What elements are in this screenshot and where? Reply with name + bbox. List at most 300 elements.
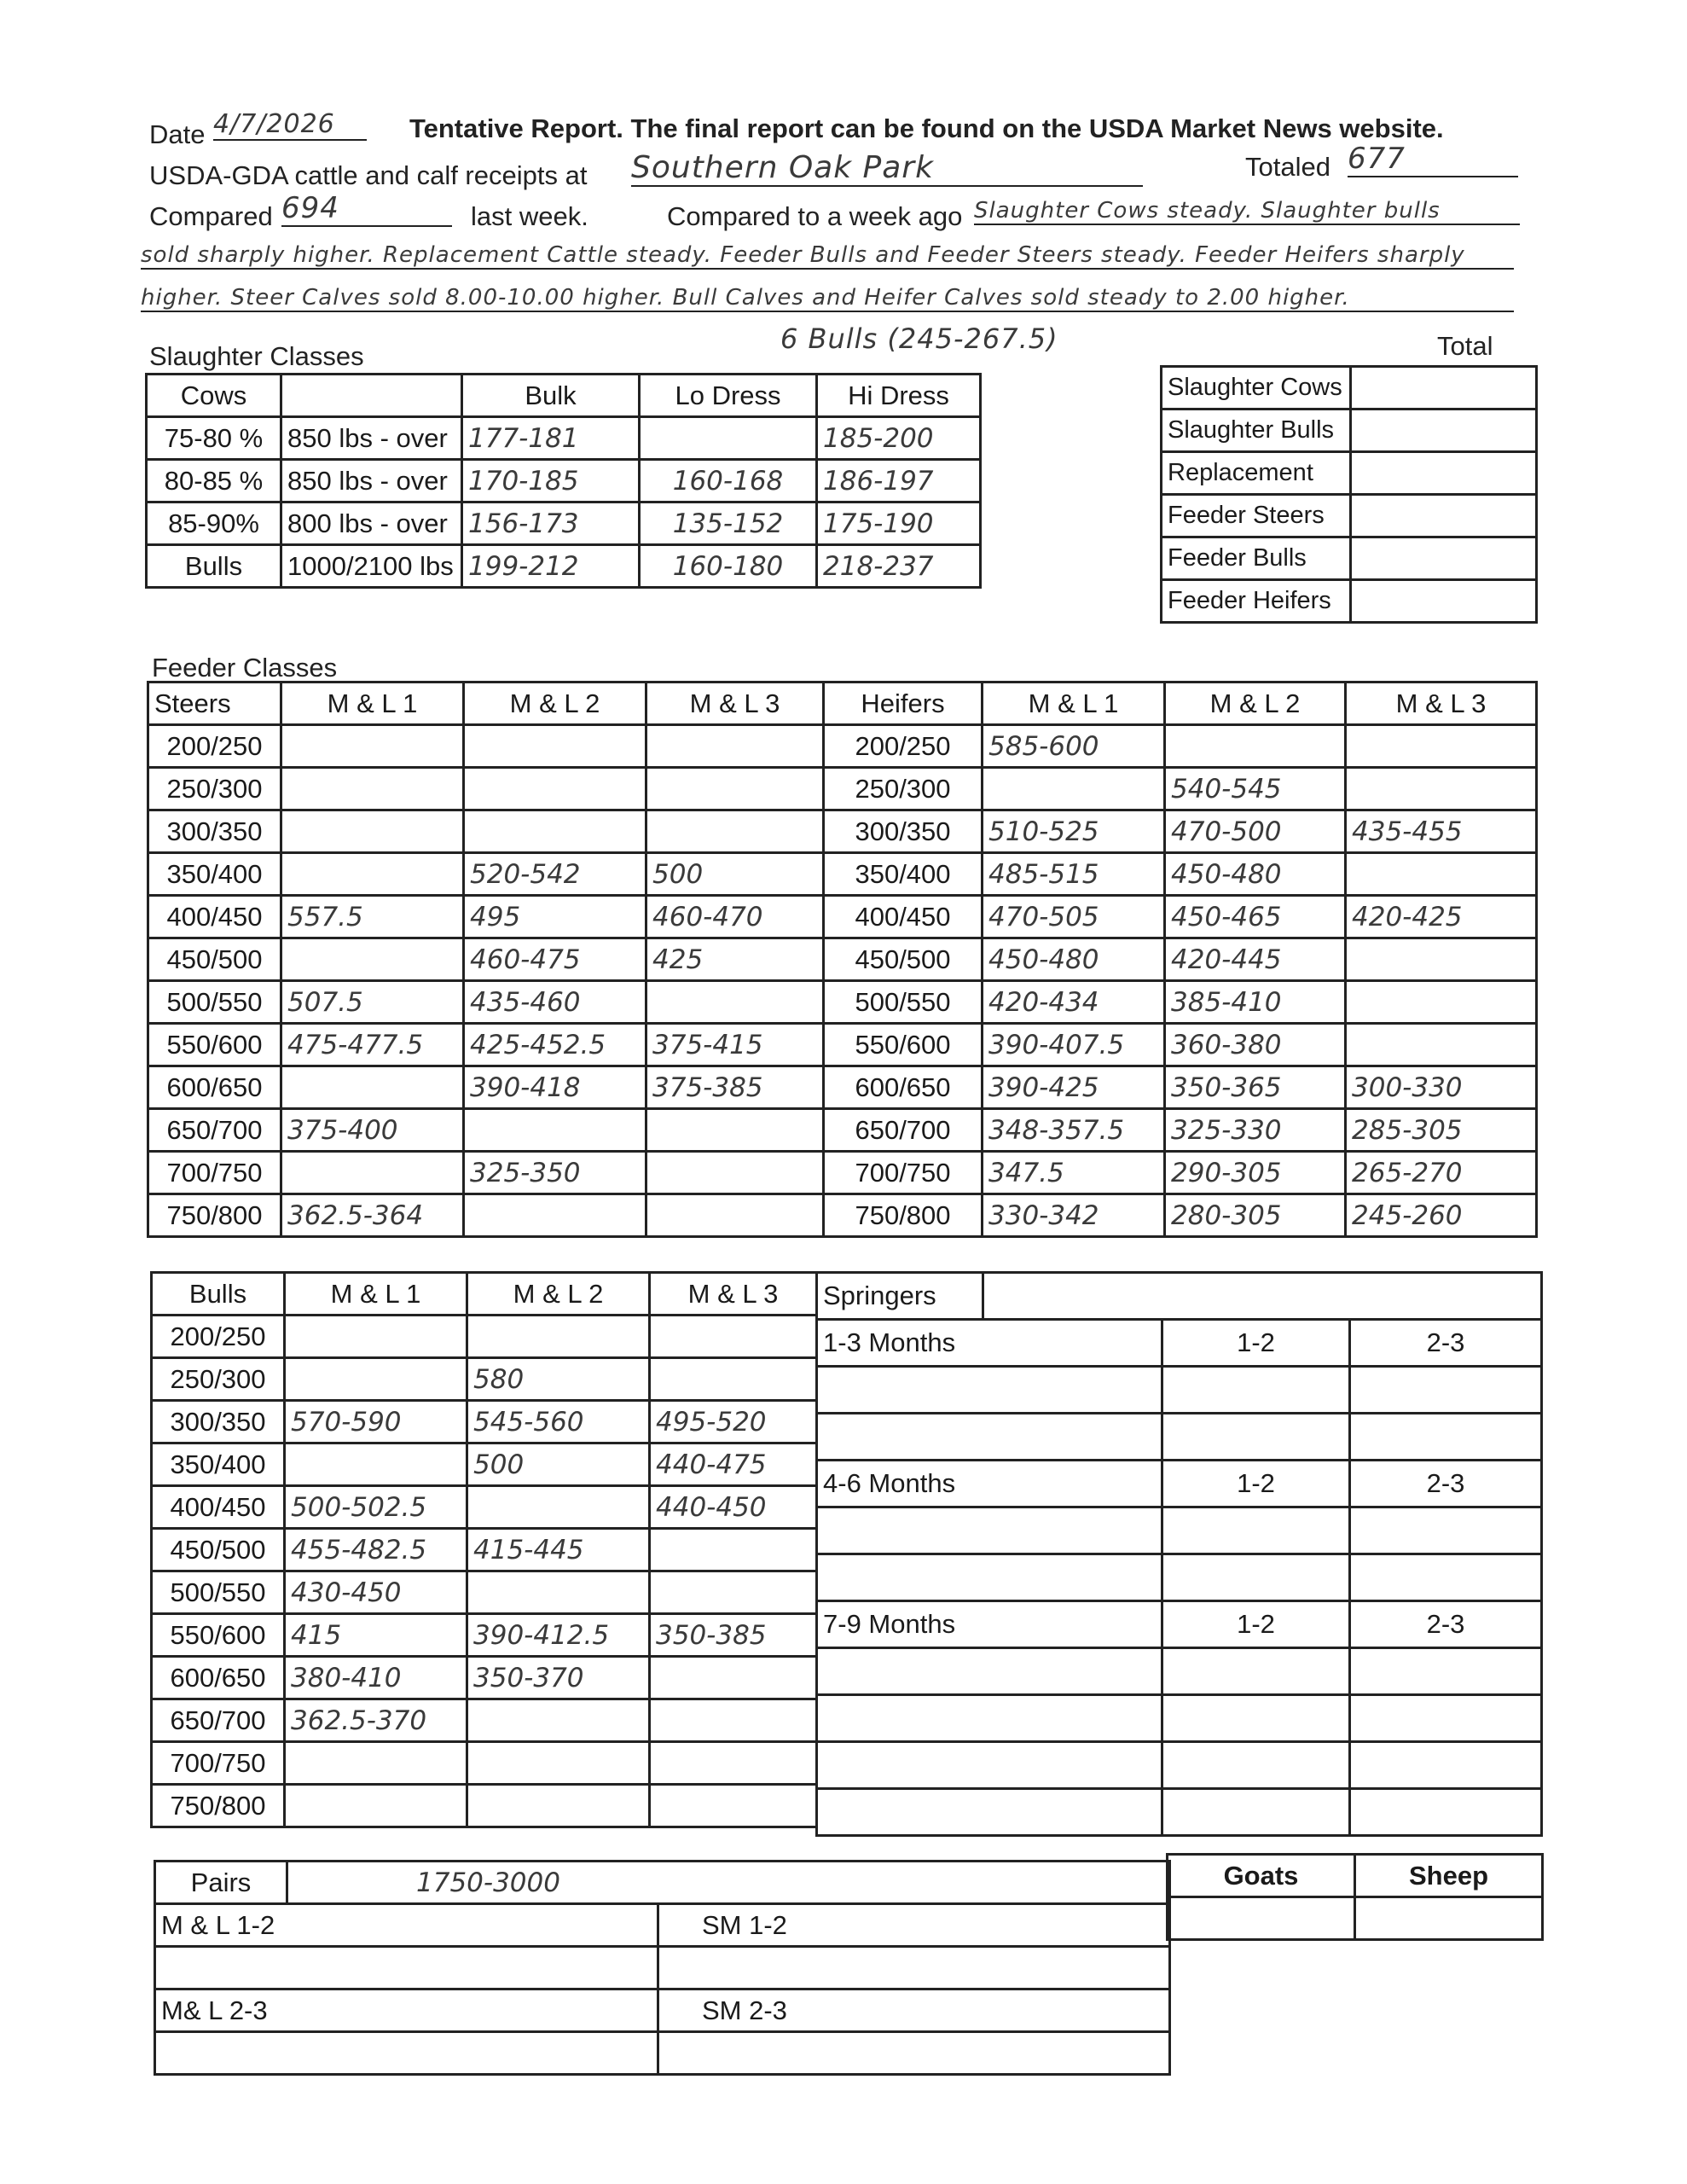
table-row: [152, 1401, 817, 1443]
heifer-weight-class: 700/750: [824, 1152, 983, 1194]
table-row: [817, 1320, 1542, 1367]
bull-weight-class: 450/500: [152, 1529, 285, 1571]
heifer-price-ml3[interactable]: 285-305: [1346, 1109, 1537, 1152]
heifer-weight-class: 650/700: [824, 1109, 983, 1152]
bull-price-ml2[interactable]: [467, 1571, 650, 1614]
steer-price-ml2[interactable]: 460-475: [464, 938, 646, 981]
bull-price-ml3[interactable]: 440-475: [650, 1443, 817, 1486]
pairs-price-field[interactable]: 1750-3000: [287, 1862, 1170, 1904]
sm-2-3-field[interactable]: [658, 2032, 1170, 2075]
steer-price-ml3[interactable]: [646, 768, 824, 810]
heifer-weight-class: 450/500: [824, 938, 983, 981]
bull-price-ml3[interactable]: [650, 1316, 817, 1358]
steer-weight-class: 250/300: [148, 768, 281, 810]
pairs-label: Pairs: [155, 1862, 287, 1904]
col-bulls: Bulls: [152, 1273, 285, 1316]
col-heifers-ml3: M & L 3: [1346, 682, 1537, 725]
heifer-price-ml2[interactable]: 325-330: [1165, 1109, 1346, 1152]
heifer-price-ml1[interactable]: 390-425: [983, 1066, 1165, 1109]
springer-grade-1-2: 1-2: [1162, 1461, 1350, 1507]
heifer-price-ml1[interactable]: 347.5: [983, 1152, 1165, 1194]
springer-grade-2-3: 2-3: [1350, 1601, 1542, 1648]
table-row: [1162, 452, 1537, 495]
heifer-price-ml3[interactable]: [1346, 853, 1537, 896]
bull-price-ml2[interactable]: [467, 1699, 650, 1742]
heifer-price-ml3[interactable]: [1346, 768, 1537, 810]
springer-grade-2-3[interactable]: [1350, 1742, 1542, 1789]
table-row: [148, 1152, 1537, 1194]
totals-table: [1160, 365, 1538, 624]
sheep-label: Sheep: [1355, 1855, 1543, 1897]
table-row: [817, 1414, 1542, 1461]
bulls-header-row: [152, 1273, 817, 1316]
steer-price-ml3[interactable]: [646, 981, 824, 1024]
table-row: [148, 938, 1537, 981]
bull-price-ml2[interactable]: [467, 1486, 650, 1529]
heifer-price-ml1[interactable]: 420-434: [983, 981, 1165, 1024]
table-row: [152, 1657, 817, 1699]
bulk-price[interactable]: 199-212: [462, 545, 640, 588]
week-ago-label: Compared to a week ago: [667, 201, 963, 231]
springer-age-label[interactable]: [817, 1507, 1162, 1554]
steer-weight-class: 200/250: [148, 725, 281, 768]
heifer-price-ml3[interactable]: 300-330: [1346, 1066, 1537, 1109]
steer-price-ml3[interactable]: [646, 1152, 824, 1194]
bull-weight-class: 200/250: [152, 1316, 285, 1358]
table-row: [817, 1601, 1542, 1648]
bull-weight-class: 350/400: [152, 1443, 285, 1486]
springer-grade-2-3: 2-3: [1350, 1461, 1542, 1507]
bull-price-ml3[interactable]: 440-450: [650, 1486, 817, 1529]
steer-weight-class: 350/400: [148, 853, 281, 896]
steer-price-ml1[interactable]: 507.5: [281, 981, 464, 1024]
total-feeder-steers-field[interactable]: [1351, 495, 1537, 537]
compared-field[interactable]: 694: [281, 191, 452, 227]
heifer-price-ml2[interactable]: 470-500: [1165, 810, 1346, 853]
commentary-line-3[interactable]: higher. Steer Calves sold 8.00-10.00 higher. Bull Calves and Heifer Calves sold steady to 2.00 higher.: [141, 285, 1514, 312]
springer-age-label: 1-3 Months: [817, 1320, 1162, 1367]
table-row: [817, 1742, 1542, 1789]
totals-title: Total: [1437, 331, 1493, 361]
bull-price-ml3[interactable]: 350-385: [650, 1614, 817, 1657]
steer-weight-class: 650/700: [148, 1109, 281, 1152]
steer-price-ml1[interactable]: [281, 853, 464, 896]
steer-weight-class: 400/450: [148, 896, 281, 938]
weight: 1000/2100 lbs: [281, 545, 462, 588]
total-feeder-heifers-field[interactable]: [1351, 580, 1537, 623]
goats-field[interactable]: [1168, 1897, 1355, 1940]
heifer-price-ml3[interactable]: [1346, 725, 1537, 768]
springer-age-label[interactable]: [817, 1789, 1162, 1836]
heifer-price-ml2[interactable]: 290-305: [1165, 1152, 1346, 1194]
table-row: [148, 896, 1537, 938]
col-lo-dress: Lo Dress: [640, 375, 817, 417]
steer-price-ml1[interactable]: [281, 810, 464, 853]
bull-price-ml3[interactable]: [650, 1529, 817, 1571]
heifer-weight-class: 350/400: [824, 853, 983, 896]
heifer-price-ml1[interactable]: 348-357.5: [983, 1109, 1165, 1152]
heifer-price-ml3[interactable]: [1346, 938, 1537, 981]
col-steers-ml2: M & L 2: [464, 682, 646, 725]
ml-2-3-label: M& L 2-3: [155, 1989, 658, 2032]
heifer-weight-class: 550/600: [824, 1024, 983, 1066]
hi-dress-price[interactable]: 175-190: [817, 502, 981, 545]
total-label: Slaughter Cows: [1162, 367, 1351, 410]
steer-price-ml1[interactable]: 375-400: [281, 1109, 464, 1152]
table-row: [147, 417, 981, 460]
bull-price-ml3[interactable]: [650, 1742, 817, 1785]
table-row: [152, 1486, 817, 1529]
table-row: [147, 502, 981, 545]
feeder-table: [147, 681, 1538, 1238]
table-row: [147, 545, 981, 588]
table-row: [152, 1699, 817, 1742]
bulk-price[interactable]: 156-173: [462, 502, 640, 545]
hi-dress-price[interactable]: 218-237: [817, 545, 981, 588]
steer-price-ml3[interactable]: [646, 810, 824, 853]
last-week-label: last week.: [471, 201, 588, 231]
heifer-price-ml1[interactable]: 485-515: [983, 853, 1165, 896]
market-name-field[interactable]: Southern Oak Park: [631, 150, 1143, 187]
compared-label: Compared: [149, 201, 273, 231]
bull-weight-class: 600/650: [152, 1657, 285, 1699]
col-steers-ml1: M & L 1: [281, 682, 464, 725]
pairs-header-row: [155, 1862, 1170, 1904]
sheep-field[interactable]: [1355, 1897, 1543, 1940]
springer-age-label[interactable]: [817, 1648, 1162, 1695]
table-row: [1162, 367, 1537, 410]
total-label: Slaughter Bulls: [1162, 410, 1351, 452]
sm-2-3-label: SM 2-3: [658, 1989, 1170, 2032]
steer-weight-class: 300/350: [148, 810, 281, 853]
table-row: [152, 1571, 817, 1614]
steer-price-ml1[interactable]: [281, 938, 464, 981]
heifer-price-ml1[interactable]: 450-480: [983, 938, 1165, 981]
steer-price-ml3[interactable]: 500: [646, 853, 824, 896]
steer-price-ml3[interactable]: [646, 725, 824, 768]
slaughter-section-title: Slaughter Classes: [149, 341, 364, 371]
tentative-notice: Tentative Report. The final report can be found on the USDA Market News website.: [409, 113, 1444, 143]
bulk-price[interactable]: 170-185: [462, 460, 640, 502]
table-row: [1162, 537, 1537, 580]
pairs-table: [154, 1860, 1171, 2076]
col-bulls-ml3: M & L 3: [650, 1273, 817, 1316]
steer-price-ml2[interactable]: 495: [464, 896, 646, 938]
table-row: [1168, 1897, 1543, 1940]
table-row: [155, 2032, 1170, 2075]
springers-title: Springers: [817, 1273, 983, 1320]
table-row: [817, 1507, 1542, 1554]
table-row: [148, 810, 1537, 853]
steer-price-ml3[interactable]: [646, 1109, 824, 1152]
bull-weight-class: 750/800: [152, 1785, 285, 1827]
steer-weight-class: 700/750: [148, 1152, 281, 1194]
springer-grade-2-3: 2-3: [1350, 1320, 1542, 1367]
bull-price-ml1[interactable]: 380-410: [285, 1657, 467, 1699]
bull-price-ml1[interactable]: [285, 1785, 467, 1827]
springer-age-label: 7-9 Months: [817, 1601, 1162, 1648]
steer-price-ml2[interactable]: 390-418: [464, 1066, 646, 1109]
heifer-price-ml1[interactable]: 585-600: [983, 725, 1165, 768]
springers-header-row: [817, 1273, 1542, 1320]
heifer-price-ml2[interactable]: 420-445: [1165, 938, 1346, 981]
steer-price-ml2[interactable]: [464, 1109, 646, 1152]
table-row: [152, 1443, 817, 1486]
heifer-price-ml3[interactable]: 245-260: [1346, 1194, 1537, 1237]
col-heifers: Heifers: [824, 682, 983, 725]
steer-price-ml2[interactable]: 435-460: [464, 981, 646, 1024]
heifer-price-ml1[interactable]: 390-407.5: [983, 1024, 1165, 1066]
table-row: [1162, 580, 1537, 623]
steer-price-ml2[interactable]: [464, 1194, 646, 1237]
bull-price-ml3[interactable]: [650, 1657, 817, 1699]
heifer-price-ml2[interactable]: 540-545: [1165, 768, 1346, 810]
bull-price-ml1[interactable]: 500-502.5: [285, 1486, 467, 1529]
lo-dress-price[interactable]: [640, 417, 817, 460]
feeder-section-title: Feeder Classes: [152, 653, 338, 682]
heifer-price-ml2[interactable]: 280-305: [1165, 1194, 1346, 1237]
steer-price-ml1[interactable]: [281, 1152, 464, 1194]
springer-grade-1-2: 1-2: [1162, 1320, 1350, 1367]
springer-grade-2-3[interactable]: [1350, 1648, 1542, 1695]
bull-price-ml1[interactable]: 430-450: [285, 1571, 467, 1614]
steer-weight-class: 450/500: [148, 938, 281, 981]
bull-price-ml2[interactable]: [467, 1742, 650, 1785]
col-steers-ml3: M & L 3: [646, 682, 824, 725]
steer-weight-class: 600/650: [148, 1066, 281, 1109]
springer-grade-1-2[interactable]: [1162, 1507, 1350, 1554]
goats-sheep-table: [1166, 1853, 1544, 1941]
sm-1-2-label: SM 1-2: [658, 1904, 1170, 1947]
table-row: [148, 725, 1537, 768]
springer-age-label[interactable]: [817, 1554, 1162, 1601]
heifer-price-ml1[interactable]: 470-505: [983, 896, 1165, 938]
total-replacement-field[interactable]: [1351, 452, 1537, 495]
bull-price-ml3[interactable]: [650, 1785, 817, 1827]
bull-weight-class: 700/750: [152, 1742, 285, 1785]
total-slaughter-bulls-field[interactable]: [1351, 410, 1537, 452]
table-row: [817, 1648, 1542, 1695]
table-row: [148, 1109, 1537, 1152]
heifer-weight-class: 300/350: [824, 810, 983, 853]
commentary-line-2[interactable]: sold sharply higher. Replacement Cattle steady. Feeder Bulls and Feeder Steers steady. Feeder Heifers sharply: [141, 242, 1514, 270]
ml-1-2-field[interactable]: [155, 1947, 658, 1989]
springer-age-label[interactable]: [817, 1695, 1162, 1742]
steer-price-ml1[interactable]: 557.5: [281, 896, 464, 938]
table-row: [817, 1695, 1542, 1742]
bull-price-ml2[interactable]: 500: [467, 1443, 650, 1486]
bull-price-ml2[interactable]: 580: [467, 1358, 650, 1401]
springer-grade-2-3[interactable]: [1350, 1695, 1542, 1742]
col-cows: Cows: [147, 375, 281, 417]
total-slaughter-cows-field[interactable]: [1351, 367, 1537, 410]
bull-price-ml2[interactable]: [467, 1316, 650, 1358]
bull-weight-class: 250/300: [152, 1358, 285, 1401]
heifer-price-ml2[interactable]: 350-365: [1165, 1066, 1346, 1109]
date-label: Date: [149, 119, 206, 149]
steer-price-ml3[interactable]: 425: [646, 938, 824, 981]
springer-age-label[interactable]: [817, 1414, 1162, 1461]
steer-price-ml2[interactable]: [464, 768, 646, 810]
bull-price-ml3[interactable]: [650, 1358, 817, 1401]
bull-price-ml1[interactable]: 570-590: [285, 1401, 467, 1443]
bull-price-ml3[interactable]: 495-520: [650, 1401, 817, 1443]
springer-age-label[interactable]: [817, 1367, 1162, 1414]
heifer-price-ml2[interactable]: [1165, 725, 1346, 768]
springer-age-label: 4-6 Months: [817, 1461, 1162, 1507]
table-row: [152, 1316, 817, 1358]
total-label: Replacement: [1162, 452, 1351, 495]
bull-price-ml2[interactable]: 545-560: [467, 1401, 650, 1443]
bull-price-ml1[interactable]: [285, 1358, 467, 1401]
springer-grade-2-3[interactable]: [1350, 1414, 1542, 1461]
totaled-field[interactable]: 677: [1348, 142, 1518, 177]
bulk-price[interactable]: 177-181: [462, 417, 640, 460]
heifer-weight-class: 500/550: [824, 981, 983, 1024]
steer-price-ml2[interactable]: [464, 810, 646, 853]
springer-grade-1-2[interactable]: [1162, 1695, 1350, 1742]
heifer-weight-class: 250/300: [824, 768, 983, 810]
lo-dress-price[interactable]: 160-180: [640, 545, 817, 588]
bull-weight-class: 300/350: [152, 1401, 285, 1443]
col-weight: [281, 375, 462, 417]
steer-price-ml2[interactable]: 520-542: [464, 853, 646, 896]
bull-price-ml1[interactable]: 415: [285, 1614, 467, 1657]
steer-price-ml1[interactable]: 362.5-364: [281, 1194, 464, 1237]
steer-price-ml2[interactable]: 425-452.5: [464, 1024, 646, 1066]
col-steers: Steers: [148, 682, 281, 725]
heifer-price-ml2[interactable]: 385-410: [1165, 981, 1346, 1024]
table-row: [148, 981, 1537, 1024]
heifer-price-ml3[interactable]: 435-455: [1346, 810, 1537, 853]
bull-price-ml1[interactable]: [285, 1742, 467, 1785]
commentary-line-1[interactable]: Slaughter Cows steady. Slaughter bulls: [974, 198, 1520, 225]
springer-grade-1-2[interactable]: [1162, 1554, 1350, 1601]
springer-grade-2-3[interactable]: [1350, 1554, 1542, 1601]
grade: Bulls: [147, 545, 281, 588]
steer-price-ml1[interactable]: [281, 725, 464, 768]
ml-2-3-field[interactable]: [155, 2032, 658, 2075]
table-row: [148, 853, 1537, 896]
table-row: [148, 1194, 1537, 1237]
bull-price-ml3[interactable]: [650, 1699, 817, 1742]
bull-weight-class: 650/700: [152, 1699, 285, 1742]
steer-price-ml2[interactable]: 325-350: [464, 1152, 646, 1194]
springer-grade-2-3[interactable]: [1350, 1789, 1542, 1836]
grade: 80-85 %: [147, 460, 281, 502]
springer-grade-2-3[interactable]: [1350, 1507, 1542, 1554]
col-hi-dress: Hi Dress: [817, 375, 981, 417]
springers-header-blank: [983, 1273, 1542, 1320]
weight: 800 lbs - over: [281, 502, 462, 545]
heifer-weight-class: 750/800: [824, 1194, 983, 1237]
heifer-price-ml1[interactable]: 510-525: [983, 810, 1165, 853]
heifer-price-ml1[interactable]: [983, 768, 1165, 810]
bull-price-ml1[interactable]: [285, 1316, 467, 1358]
heifer-price-ml3[interactable]: [1346, 981, 1537, 1024]
grade: 85-90%: [147, 502, 281, 545]
heifer-price-ml1[interactable]: 330-342: [983, 1194, 1165, 1237]
date-field[interactable]: 4/7/2026: [213, 109, 367, 141]
slaughter-table: [145, 373, 982, 589]
total-feeder-bulls-field[interactable]: [1351, 537, 1537, 580]
table-row: [152, 1614, 817, 1657]
table-row: [817, 1789, 1542, 1836]
ml-1-2-label: M & L 1-2: [155, 1904, 658, 1947]
slaughter-header-row: [147, 375, 981, 417]
heifer-price-ml2[interactable]: 450-480: [1165, 853, 1346, 896]
hi-dress-price[interactable]: 186-197: [817, 460, 981, 502]
bull-price-ml2[interactable]: 390-412.5: [467, 1614, 650, 1657]
hi-dress-price[interactable]: 185-200: [817, 417, 981, 460]
table-row: [817, 1461, 1542, 1507]
steer-price-ml2[interactable]: [464, 725, 646, 768]
heifer-price-ml3[interactable]: 265-270: [1346, 1152, 1537, 1194]
bull-price-ml1[interactable]: 362.5-370: [285, 1699, 467, 1742]
steer-price-ml3[interactable]: 460-470: [646, 896, 824, 938]
table-row: [148, 1024, 1537, 1066]
bull-weight-class: 500/550: [152, 1571, 285, 1614]
lo-dress-price[interactable]: 160-168: [640, 460, 817, 502]
table-row: [817, 1367, 1542, 1414]
total-label: Feeder Bulls: [1162, 537, 1351, 580]
table-row: [152, 1785, 817, 1827]
steer-price-ml1[interactable]: 475-477.5: [281, 1024, 464, 1066]
bull-price-ml1[interactable]: 455-482.5: [285, 1529, 467, 1571]
springer-grade-1-2[interactable]: [1162, 1367, 1350, 1414]
lo-dress-price[interactable]: 135-152: [640, 502, 817, 545]
bull-price-ml1[interactable]: [285, 1443, 467, 1486]
table-row: [155, 1904, 1170, 1947]
heifer-price-ml3[interactable]: [1346, 1024, 1537, 1066]
steer-price-ml3[interactable]: 375-415: [646, 1024, 824, 1066]
heifer-weight-class: 200/250: [824, 725, 983, 768]
weight: 850 lbs - over: [281, 460, 462, 502]
springer-grade-1-2[interactable]: [1162, 1742, 1350, 1789]
heifer-price-ml2[interactable]: 450-465: [1165, 896, 1346, 938]
total-label: Feeder Heifers: [1162, 580, 1351, 623]
heifer-price-ml3[interactable]: 420-425: [1346, 896, 1537, 938]
steer-price-ml3[interactable]: [646, 1194, 824, 1237]
col-bulls-ml2: M & L 2: [467, 1273, 650, 1316]
springer-grade-1-2[interactable]: [1162, 1648, 1350, 1695]
table-row: [155, 1947, 1170, 1989]
steer-price-ml3[interactable]: 375-385: [646, 1066, 824, 1109]
springer-grade-1-2: 1-2: [1162, 1601, 1350, 1648]
bull-price-ml2[interactable]: 350-370: [467, 1657, 650, 1699]
springer-grade-1-2[interactable]: [1162, 1414, 1350, 1461]
bulls-note: 6 Bulls (245-267.5): [780, 322, 1058, 355]
bull-price-ml2[interactable]: 415-445: [467, 1529, 650, 1571]
table-row: [1162, 495, 1537, 537]
table-row: [817, 1554, 1542, 1601]
steer-price-ml1[interactable]: [281, 768, 464, 810]
receipts-label: USDA-GDA cattle and calf receipts at: [149, 160, 588, 190]
steer-price-ml1[interactable]: [281, 1066, 464, 1109]
steer-weight-class: 550/600: [148, 1024, 281, 1066]
heifer-price-ml2[interactable]: 360-380: [1165, 1024, 1346, 1066]
table-row: [152, 1529, 817, 1571]
sm-1-2-field[interactable]: [658, 1947, 1170, 1989]
bulls-table: [150, 1271, 818, 1828]
springer-age-label[interactable]: [817, 1742, 1162, 1789]
bull-weight-class: 550/600: [152, 1614, 285, 1657]
bull-price-ml2[interactable]: [467, 1785, 650, 1827]
col-heifers-ml1: M & L 1: [983, 682, 1165, 725]
springer-grade-1-2[interactable]: [1162, 1789, 1350, 1836]
springer-grade-2-3[interactable]: [1350, 1367, 1542, 1414]
bull-price-ml3[interactable]: [650, 1571, 817, 1614]
